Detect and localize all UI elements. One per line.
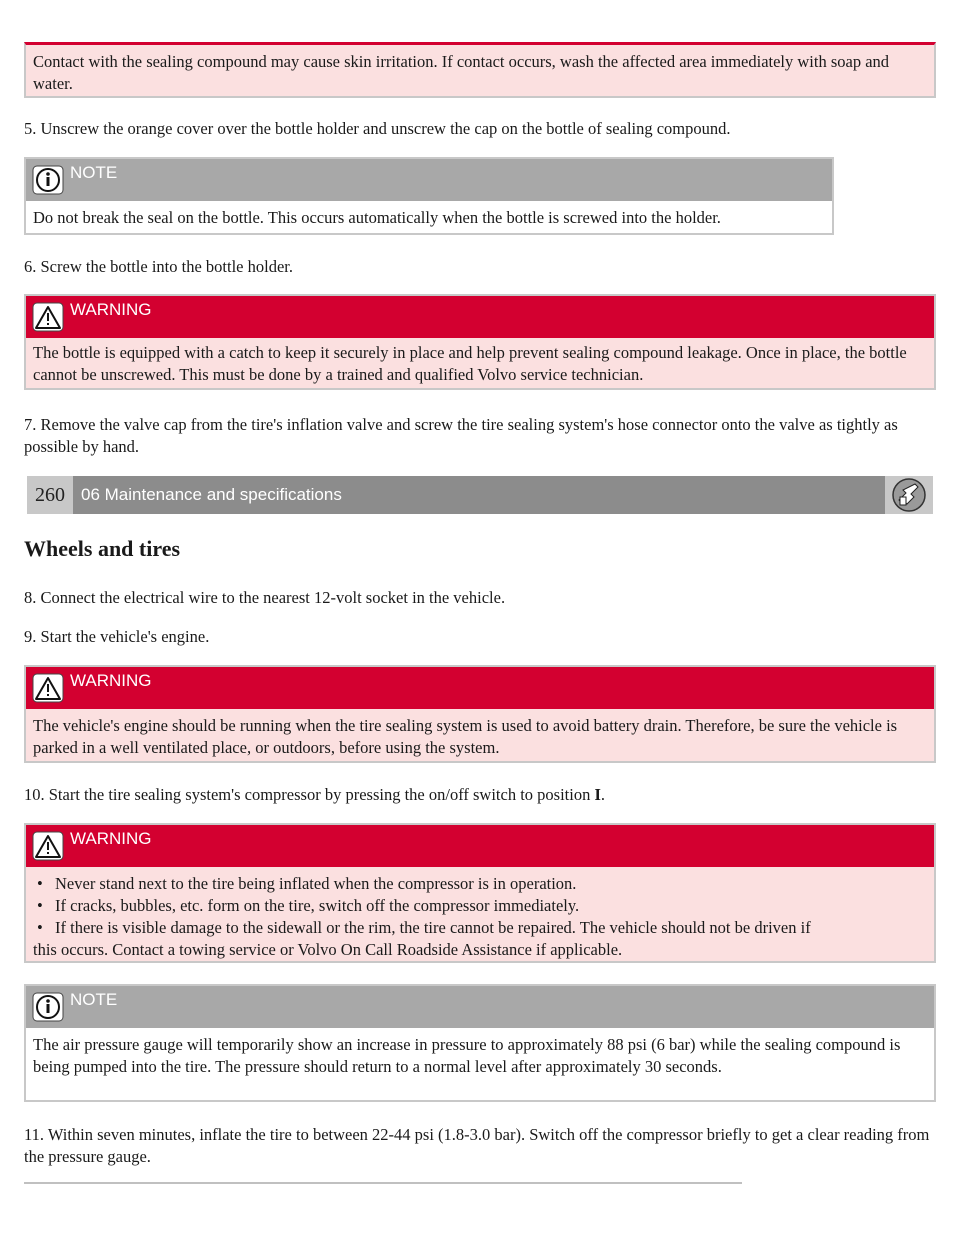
note-box-2 <box>24 984 936 1102</box>
list-item-continuation: this occurs. Contact a towing service or Volvo On Call Roadside Assistance if applicable. <box>33 940 623 959</box>
step-9: 9. Start the vehicle's engine. <box>24 627 210 646</box>
step-5: 5. Unscrew the orange cover over the bottle holder and unscrew the cap on the bottle of sealing compound. <box>24 119 731 138</box>
note-header <box>26 159 832 201</box>
section-header-bar <box>27 476 933 514</box>
step-10-text: 10. Start the tire sealing system's compressor by pressing the on/off switch to position <box>24 785 595 804</box>
warning-list-body <box>26 867 934 969</box>
caution-text: Contact with the sealing compound may cause skin irritation. If contact occurs, wash the affected area immediately with soap and water. <box>33 52 890 93</box>
list-item: • If cracks, bubbles, etc. form on the tire, switch off the compressor immediately. <box>33 895 926 917</box>
wrench-icon <box>885 476 933 514</box>
warning-list <box>33 873 926 939</box>
list-item: • If there is visible damage to the sidewall or the rim, the tire cannot be repaired. The vehicle should not be driven if <box>33 917 926 939</box>
note-label: NOTE <box>70 990 118 1009</box>
step-8: 8. Connect the electrical wire to the nearest 12-volt socket in the vehicle. <box>24 588 506 607</box>
step-6: 6. Screw the bottle into the bottle holder. <box>24 257 293 276</box>
warning-header <box>26 825 934 867</box>
warning-text: The bottle is equipped with a catch to keep it securely in place and help prevent sealing compound leakage. Once in place, the bottle cannot be unscrewed. This must be done by a trained and qualified Volvo service technician. <box>33 343 907 384</box>
section-title: 06 Maintenance and specifications <box>81 485 342 504</box>
page-heading: Wheels and tires <box>24 536 181 561</box>
warning-header <box>26 296 934 338</box>
note-text: Do not break the seal on the bottle. This occurs automatically when the bottle is screwed into the holder. <box>33 208 721 227</box>
warning-text: The vehicle's engine should be running when the tire sealing system is used to avoid battery drain. Therefore, be sure the vehicle is parked in a well ventilated place, or outdoors, before using the system. <box>33 716 898 757</box>
warning-triangle-icon <box>32 673 64 703</box>
note-header <box>26 986 934 1028</box>
list-item: • Never stand next to the tire being inflated when the compressor is in operation. <box>33 873 926 895</box>
warning-box-3 <box>24 823 936 963</box>
info-icon <box>32 165 64 195</box>
caution-box <box>24 42 936 98</box>
footer-divider <box>24 1182 742 1184</box>
note-box-1 <box>24 157 834 235</box>
step-11: 11. Within seven minutes, inflate the tire to between 22-44 psi (1.8-3.0 bar). Switch off the compressor briefly to get a clear reading from the pressure gauge. <box>24 1125 930 1166</box>
warning-label: WARNING <box>70 829 152 848</box>
page-number: 260 <box>27 476 73 514</box>
section-badge <box>885 476 933 514</box>
warning-triangle-icon <box>32 302 64 332</box>
warning-label: WARNING <box>70 671 152 690</box>
switch-position: I <box>594 785 601 804</box>
warning-box-1 <box>24 294 936 390</box>
warning-triangle-icon <box>32 831 64 861</box>
warning-box-2 <box>24 665 936 763</box>
step-10-end: . <box>600 785 606 804</box>
note-label: NOTE <box>70 163 118 182</box>
step-10 <box>24 784 936 806</box>
note-text: The air pressure gauge will temporarily show an increase in pressure to approximately 88 psi (6 bar) while the sealing compound is being pumped into the tire. The pressure should return to a normal level after approximately 30 seconds. <box>33 1035 901 1076</box>
info-icon <box>32 992 64 1022</box>
warning-label: WARNING <box>70 300 152 319</box>
warning-header <box>26 667 934 709</box>
step-7: 7. Remove the valve cap from the tire's inflation valve and screw the tire sealing system's hose connector onto the valve as tightly as possible by hand. <box>24 415 898 456</box>
